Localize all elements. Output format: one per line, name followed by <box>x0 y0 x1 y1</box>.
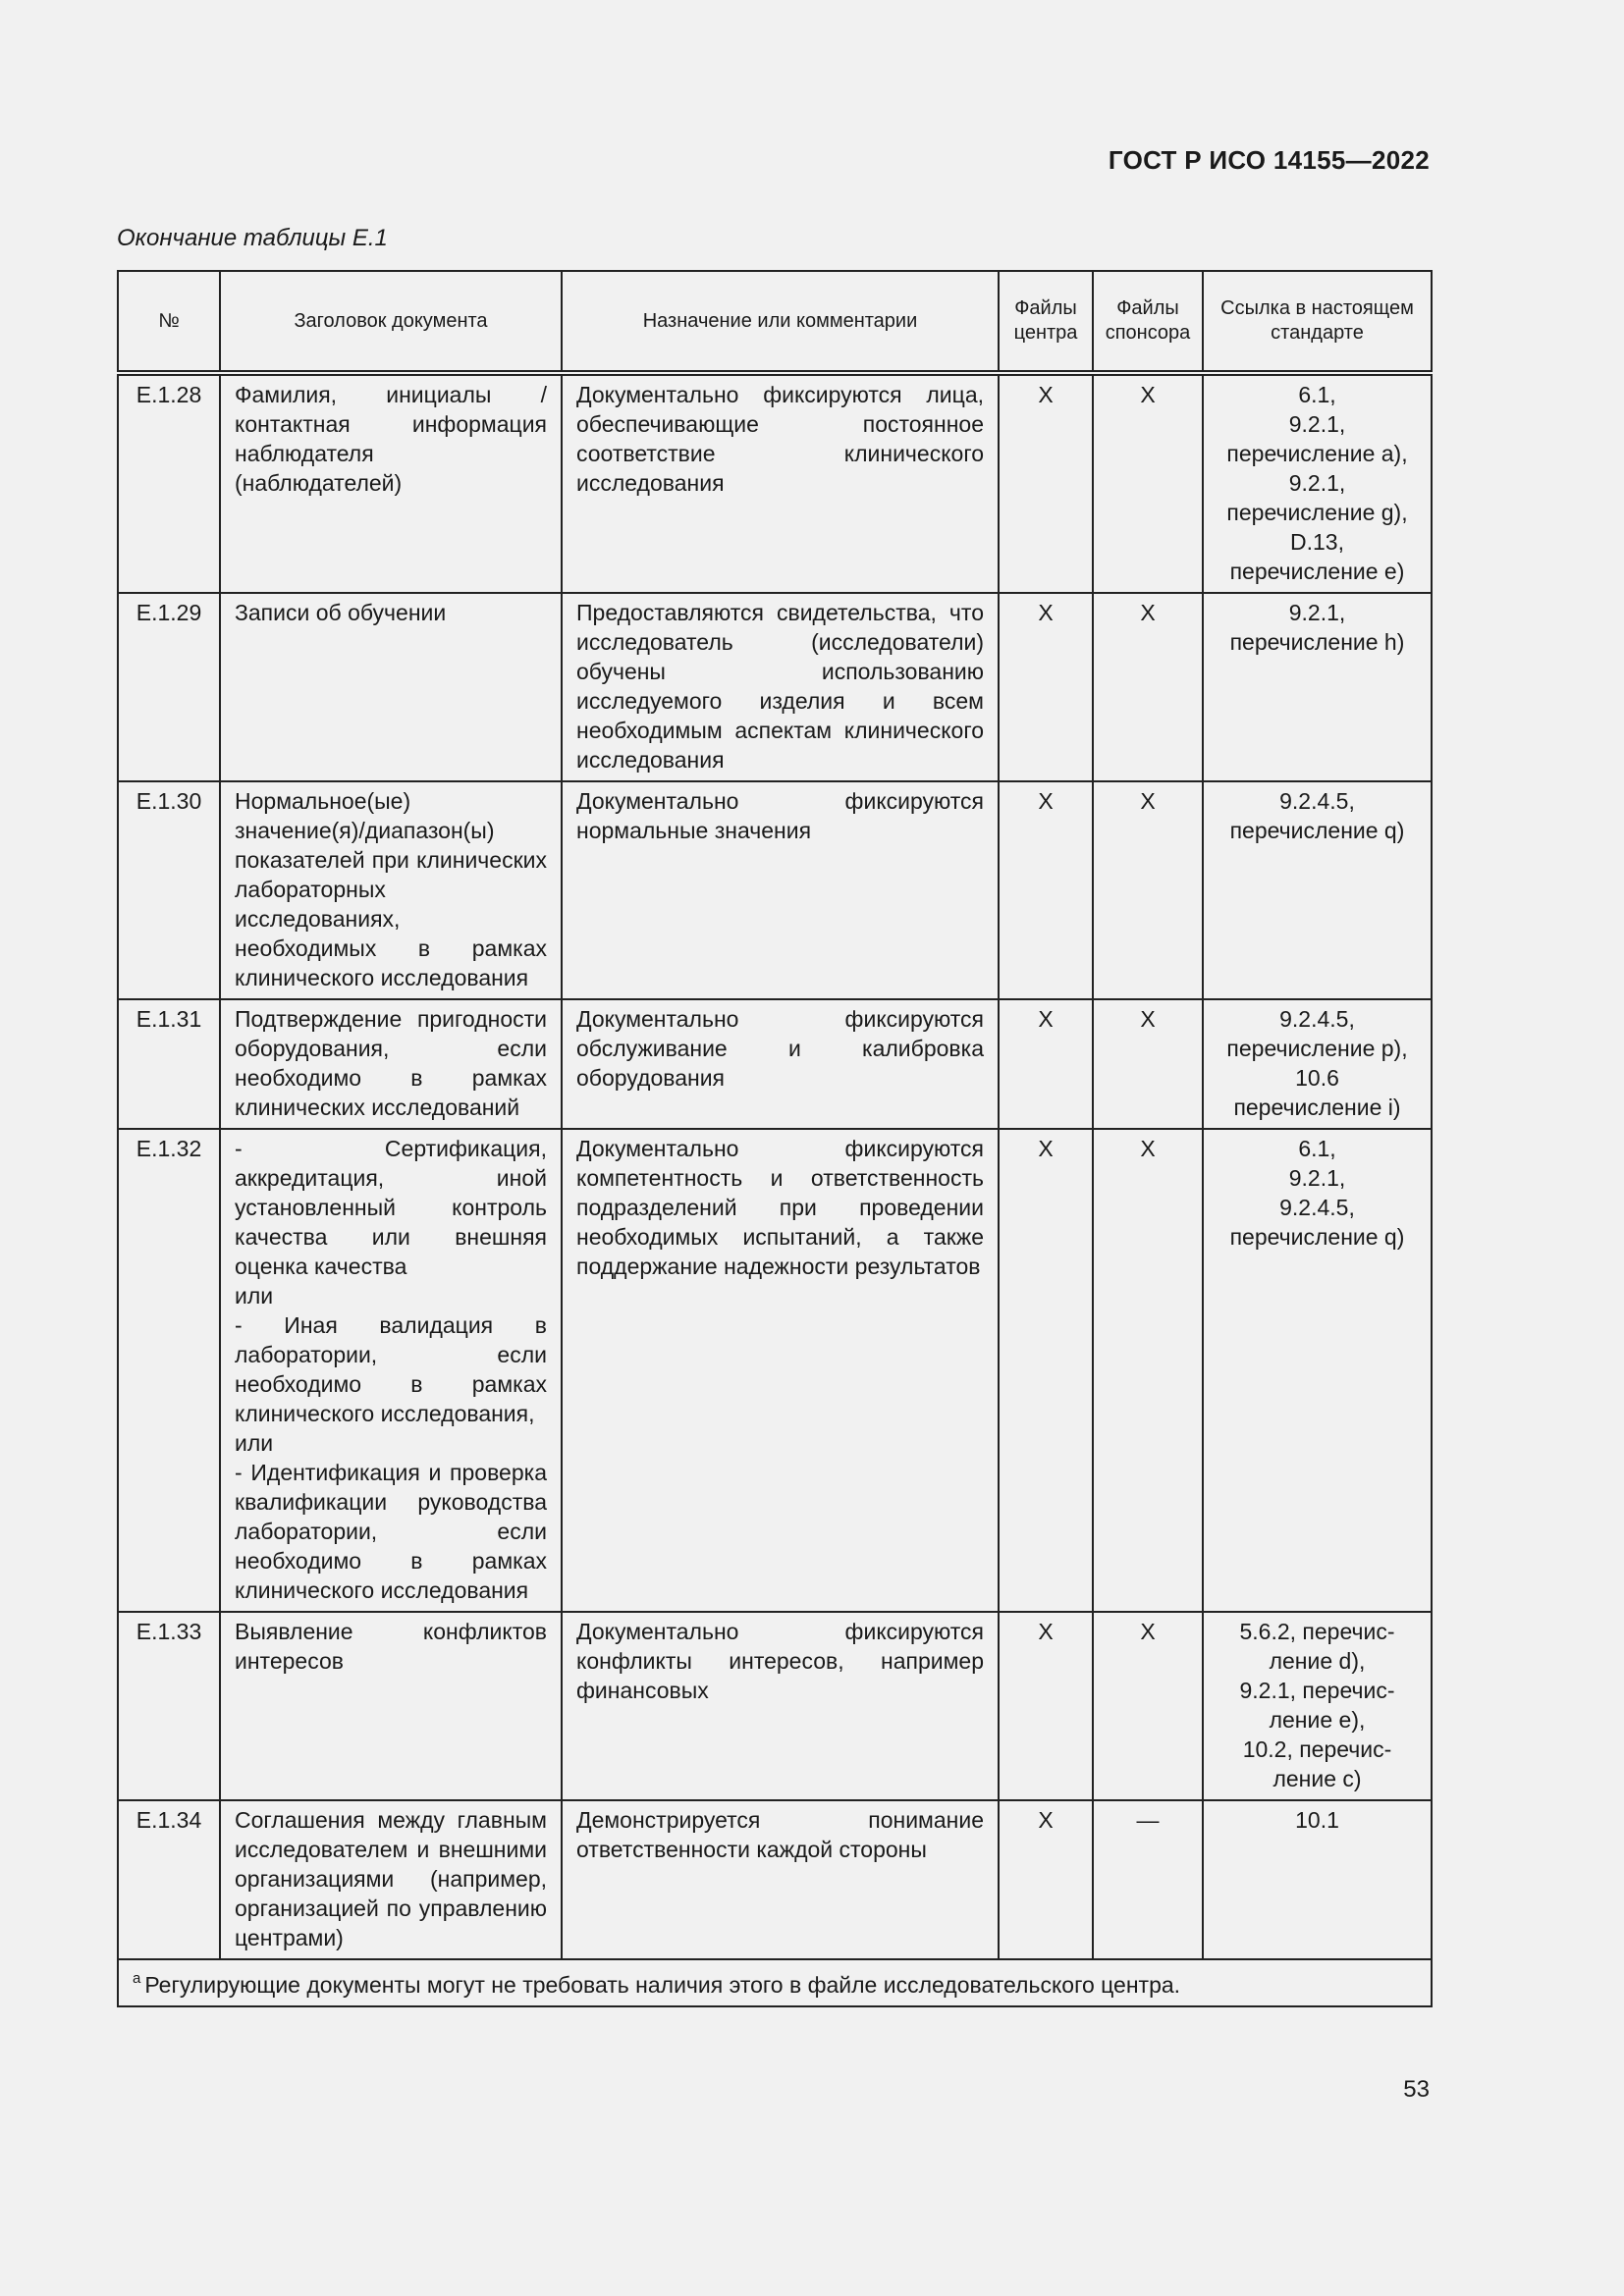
reference-line: 9.2.1, <box>1288 600 1346 625</box>
row-title: Записи об обучении <box>220 593 562 781</box>
reference-line: 6.1, <box>1298 382 1336 407</box>
row-purpose: Документально фиксируются нормальные значения <box>562 781 999 999</box>
row-title: Фамилия, инициалы / контактная информация наблюдателя (наблюдателей) <box>220 373 562 593</box>
title-line: или <box>235 1430 274 1456</box>
row-title: Подтверждение пригодности оборудования, если необходимо в рамках клинических исследований <box>220 999 562 1129</box>
reference-line: перечисление a), <box>1226 441 1408 466</box>
footnote-row <box>118 1959 1432 2006</box>
reference-line: перечисление q) <box>1229 1224 1405 1250</box>
documents-table <box>117 270 1433 2007</box>
row-number: E.1.29 <box>118 593 220 781</box>
reference-line: 9.2.4.5, <box>1279 1195 1355 1220</box>
row-reference <box>1203 781 1432 999</box>
reference-line: D.13, <box>1290 529 1344 555</box>
table-row <box>118 1612 1432 1800</box>
table-caption: Окончание таблицы E.1 <box>117 225 388 251</box>
row-center-mark: X <box>999 1129 1093 1612</box>
header-sponsor-files: Файлы спонсора <box>1093 271 1203 373</box>
table-footnote <box>118 1959 1432 2006</box>
row-center-mark: X <box>999 781 1093 999</box>
reference-line: 10.6 <box>1295 1065 1339 1091</box>
reference-line: 9.2.1, <box>1288 411 1346 437</box>
reference-line: 10.1 <box>1295 1807 1339 1833</box>
reference-line: ление c) <box>1272 1766 1362 1791</box>
page-number: 53 <box>1403 2076 1430 2103</box>
reference-line: 5.6.2, перечис- <box>1239 1619 1395 1644</box>
row-center-mark: X <box>999 999 1093 1129</box>
reference-line: 9.2.1, <box>1288 470 1346 496</box>
row-purpose: Документально фиксируются конфликты интересов, например финансовых <box>562 1612 999 1800</box>
reference-line: перечисление g), <box>1226 500 1408 525</box>
row-reference <box>1203 593 1432 781</box>
header-purpose: Назначение или комментарии <box>562 271 999 373</box>
row-purpose: Документально фиксируются обслуживание и калибровка оборудования <box>562 999 999 1129</box>
table-row <box>118 1129 1432 1612</box>
row-number: E.1.31 <box>118 999 220 1129</box>
standard-id: ГОСТ Р ИСО 14155—2022 <box>1108 145 1430 175</box>
row-reference <box>1203 1800 1432 1959</box>
row-number: E.1.28 <box>118 373 220 593</box>
row-reference <box>1203 1129 1432 1612</box>
reference-line: 9.2.1, <box>1288 1165 1346 1191</box>
reference-line: 6.1, <box>1298 1136 1336 1161</box>
header-center-files: Файлы центра <box>999 271 1093 373</box>
header-no: № <box>118 271 220 373</box>
reference-line: 10.2, перечис- <box>1242 1736 1392 1762</box>
row-number: E.1.30 <box>118 781 220 999</box>
row-title: Выявление конфликтов интересов <box>220 1612 562 1800</box>
reference-line: 9.2.1, перечис- <box>1239 1678 1395 1703</box>
row-reference <box>1203 373 1432 593</box>
row-sponsor-mark: X <box>1093 999 1203 1129</box>
row-center-mark: X <box>999 593 1093 781</box>
row-center-mark: X <box>999 1612 1093 1800</box>
row-number: E.1.34 <box>118 1800 220 1959</box>
row-purpose: Документально фиксируются компетентность и ответственность подразделений при проведении необходимых испытаний, а также поддержание надежности результатов <box>562 1129 999 1612</box>
row-sponsor-mark: X <box>1093 781 1203 999</box>
table-row <box>118 373 1432 593</box>
row-sponsor-mark: — <box>1093 1800 1203 1959</box>
row-title: Нормальное(ые) значение(я)/диапазон(ы) показателей при клинических лабораторных исследованиях, необходимых в рамках клинического исследования <box>220 781 562 999</box>
row-purpose: Демонстрируется понимание ответственности каждой стороны <box>562 1800 999 1959</box>
header-reference: Ссылка в настоящем стандарте <box>1203 271 1432 373</box>
table-header-row <box>118 271 1432 373</box>
row-reference <box>1203 999 1432 1129</box>
row-sponsor-mark: X <box>1093 373 1203 593</box>
table-row <box>118 781 1432 999</box>
title-line: - Иная валидация в лаборатории, если необходимо в рамках клинического исследования, <box>235 1312 547 1426</box>
row-title: Соглашения между главным исследователем и внешними организациями (например, организацией по управлению центрами) <box>220 1800 562 1959</box>
row-title <box>220 1129 562 1612</box>
reference-line: перечисление i) <box>1233 1095 1401 1120</box>
footnote-text: Регулирующие документы могут не требовать наличия этого в файле исследовательского центра. <box>144 1972 1181 1998</box>
reference-line: 9.2.4.5, <box>1279 1006 1355 1032</box>
title-line: или <box>235 1283 274 1308</box>
row-sponsor-mark: X <box>1093 1129 1203 1612</box>
table-row <box>118 593 1432 781</box>
reference-line: 9.2.4.5, <box>1279 788 1355 814</box>
row-center-mark: X <box>999 1800 1093 1959</box>
reference-line: ление e), <box>1269 1707 1366 1733</box>
footnote-marker: a <box>133 1970 141 1987</box>
row-sponsor-mark: X <box>1093 1612 1203 1800</box>
reference-line: перечисление h) <box>1229 629 1405 655</box>
row-purpose: Документально фиксируются лица, обеспечивающие постоянное соответствие клинического исследования <box>562 373 999 593</box>
row-center-mark: X <box>999 373 1093 593</box>
title-line: - Идентификация и проверка квалификации руководства лаборатории, если необходимо в рамках клинического исследования <box>235 1460 547 1603</box>
title-line: - Сертификация, аккредитация, иной установленный контроль качества или внешняя оценка качества <box>235 1136 547 1279</box>
row-reference <box>1203 1612 1432 1800</box>
reference-line: перечисление q) <box>1229 818 1405 843</box>
row-number: E.1.33 <box>118 1612 220 1800</box>
table-row <box>118 999 1432 1129</box>
row-sponsor-mark: X <box>1093 593 1203 781</box>
row-purpose: Предоставляются свидетельства, что исследователь (исследователи) обучены использованию исследуемого изделия и всем необходимым аспектам клинического исследования <box>562 593 999 781</box>
reference-line: перечисление e) <box>1229 559 1405 584</box>
reference-line: перечисление p), <box>1226 1036 1408 1061</box>
table-row <box>118 1800 1432 1959</box>
reference-line: ление d), <box>1269 1648 1366 1674</box>
row-number: E.1.32 <box>118 1129 220 1612</box>
header-title: Заголовок документа <box>220 271 562 373</box>
